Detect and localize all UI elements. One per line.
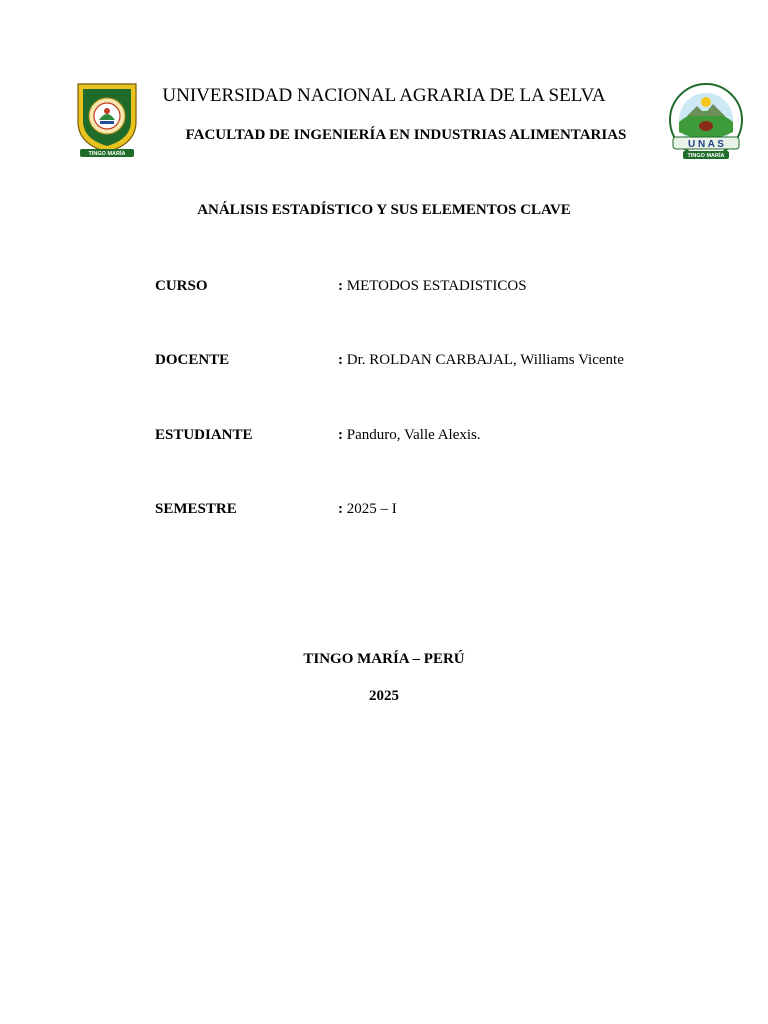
field-value-semestre — [338, 500, 397, 518]
footer-year: 2025 — [369, 688, 399, 704]
faculty-seal-logo — [665, 82, 747, 164]
footer-place: TINGO MARÍA – PERÚ — [303, 651, 465, 667]
field-value-text: 2025 – I — [346, 501, 397, 517]
document-title: ANÁLISIS ESTADÍSTICO Y SUS ELEMENTOS CLAVE — [197, 202, 571, 218]
field-separator: : — [338, 352, 343, 368]
university-crest-logo — [70, 78, 144, 160]
field-value-text: Dr. ROLDAN CARBAJAL, Williams Vicente — [346, 352, 624, 368]
field-separator: : — [338, 501, 343, 517]
field-value-text: Panduro, Valle Alexis. — [346, 427, 481, 443]
field-label-semestre: SEMESTRE — [155, 501, 237, 517]
field-value-curso — [338, 277, 527, 295]
university-name: UNIVERSIDAD NACIONAL AGRARIA DE LA SELVA — [162, 85, 606, 106]
field-label-curso: CURSO — [155, 278, 208, 294]
field-value-docente — [338, 351, 624, 369]
right-logo-caption: TINGO MARÍA — [687, 153, 725, 159]
right-logo-letters: U N A S — [688, 139, 724, 150]
left-logo-caption: TINGO MARÍA — [88, 151, 126, 157]
field-separator: : — [338, 427, 343, 443]
field-separator: : — [338, 278, 343, 294]
field-value-estudiante — [338, 426, 481, 444]
faculty-name: FACULTAD DE INGENIERÍA EN INDUSTRIAS ALIMENTARIAS — [185, 127, 627, 143]
field-label-estudiante: ESTUDIANTE — [155, 427, 253, 443]
field-label-docente: DOCENTE — [155, 352, 230, 368]
field-value-text: METODOS ESTADISTICOS — [346, 278, 527, 294]
